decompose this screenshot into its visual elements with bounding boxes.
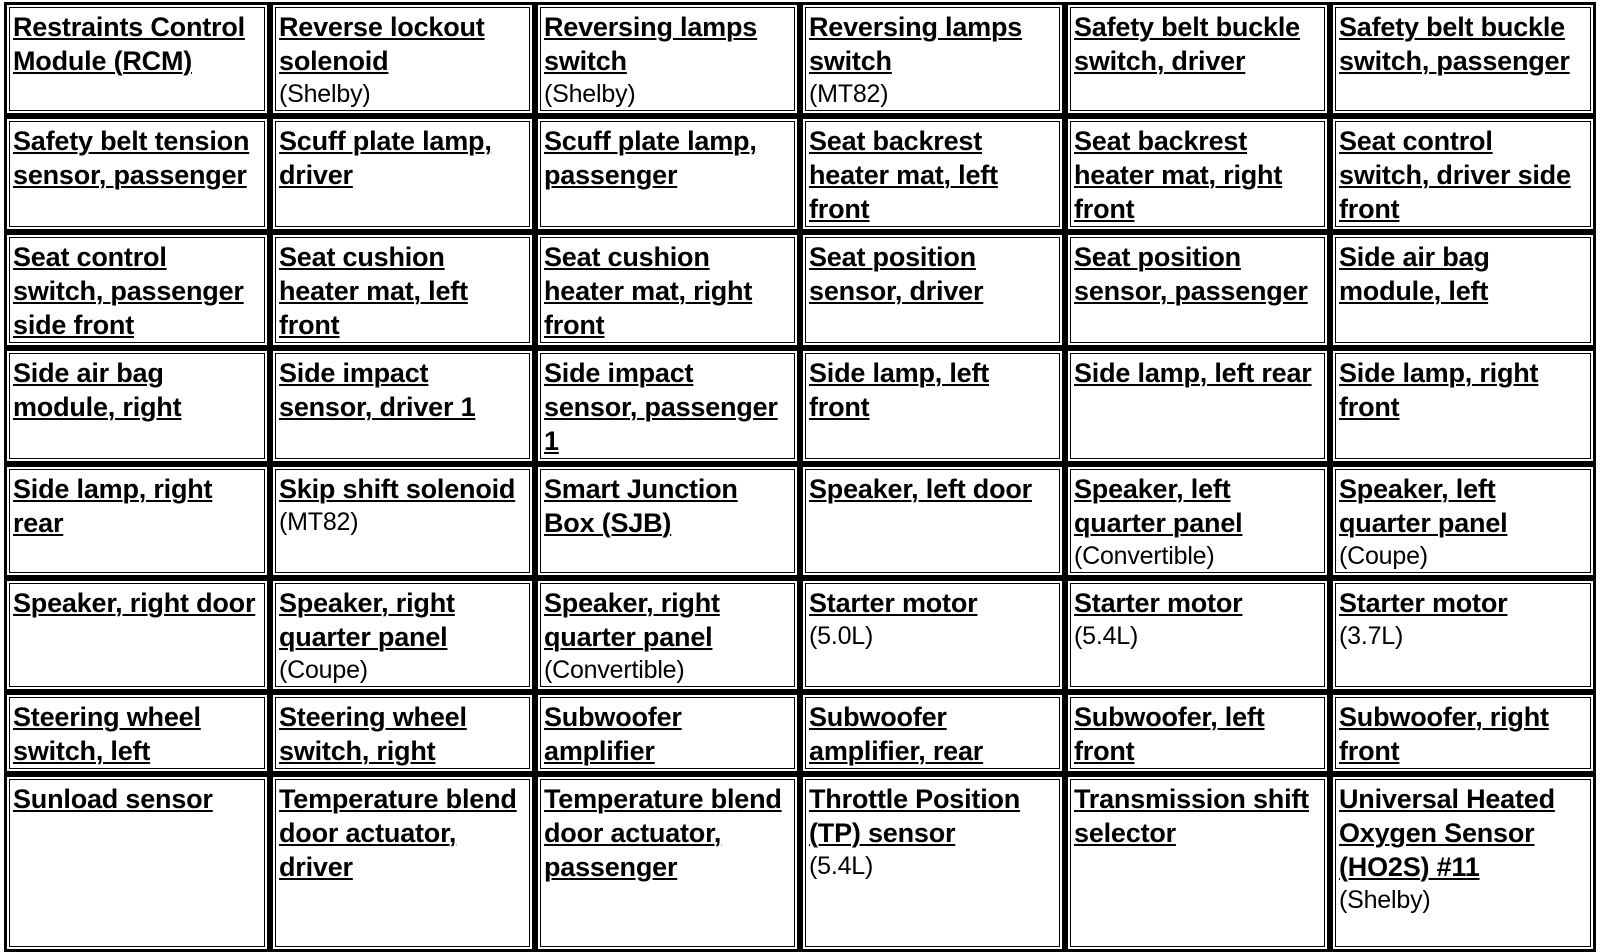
component-link[interactable]: Subwoofer amplifier bbox=[544, 702, 682, 766]
table-cell bbox=[1065, 774, 1330, 952]
component-link[interactable]: Seat backrest heater mat, left front bbox=[809, 126, 998, 224]
component-link[interactable]: Side air bag module, right bbox=[13, 358, 182, 422]
table-cell bbox=[270, 464, 535, 578]
component-link[interactable]: Safety belt tension sensor, passenger bbox=[13, 126, 250, 190]
component-link[interactable]: Speaker, left quarter panel bbox=[1074, 474, 1243, 538]
table-cell bbox=[4, 578, 270, 692]
table-cell bbox=[1065, 578, 1330, 692]
table-cell bbox=[800, 2, 1065, 116]
component-link[interactable]: Reversing lamps switch bbox=[809, 12, 1023, 76]
table-row bbox=[4, 116, 1596, 232]
component-link[interactable]: Safety belt buckle switch, passenger bbox=[1339, 12, 1570, 76]
variant-note: (Coupe) bbox=[279, 656, 368, 684]
table-cell bbox=[4, 2, 270, 116]
table-row bbox=[4, 692, 1596, 774]
table-row bbox=[4, 2, 1596, 116]
table-cell bbox=[1330, 774, 1596, 952]
table-row bbox=[4, 578, 1596, 692]
table-cell bbox=[270, 348, 535, 464]
table-cell bbox=[800, 692, 1065, 774]
table-cell bbox=[1065, 2, 1330, 116]
component-link[interactable]: Seat cushion heater mat, left front bbox=[279, 242, 468, 340]
table-row bbox=[4, 348, 1596, 464]
component-link[interactable]: Speaker, left door bbox=[809, 474, 1032, 504]
table-cell bbox=[535, 348, 800, 464]
component-link[interactable]: Side lamp, left front bbox=[809, 358, 990, 422]
component-link[interactable]: Restraints Control Module (RCM) bbox=[13, 12, 245, 76]
variant-note: (Convertible) bbox=[1074, 542, 1215, 570]
table-cell bbox=[1330, 464, 1596, 578]
component-link[interactable]: Seat control switch, driver side front bbox=[1339, 126, 1571, 224]
table-cell bbox=[1330, 692, 1596, 774]
component-link[interactable]: Starter motor bbox=[809, 588, 978, 618]
table-cell bbox=[270, 774, 535, 952]
component-link[interactable]: Steering wheel switch, right bbox=[279, 702, 467, 766]
component-link[interactable]: Temperature blend door actuator, driver bbox=[279, 784, 517, 882]
component-link[interactable]: Side lamp, right front bbox=[1339, 358, 1539, 422]
table-cell bbox=[535, 774, 800, 952]
component-link[interactable]: Sunload sensor bbox=[13, 784, 213, 814]
variant-note: (5.4L) bbox=[1074, 622, 1139, 650]
table-cell bbox=[800, 774, 1065, 952]
table-cell bbox=[800, 578, 1065, 692]
component-link[interactable]: Subwoofer, right front bbox=[1339, 702, 1549, 766]
component-link[interactable]: Side impact sensor, passenger 1 bbox=[544, 358, 778, 456]
table-cell bbox=[1330, 116, 1596, 232]
variant-note: (Shelby) bbox=[279, 80, 371, 108]
component-link[interactable]: Temperature blend door actuator, passenger bbox=[544, 784, 782, 882]
component-link[interactable]: Scuff plate lamp, driver bbox=[279, 126, 492, 190]
table-cell bbox=[1330, 578, 1596, 692]
component-link[interactable]: Transmission shift selector bbox=[1074, 784, 1309, 848]
variant-note: (3.7L) bbox=[1339, 622, 1404, 650]
component-link[interactable]: Speaker, right quarter panel bbox=[544, 588, 720, 652]
table-cell bbox=[1065, 232, 1330, 348]
table-row bbox=[4, 774, 1596, 952]
table-cell bbox=[535, 692, 800, 774]
table-cell bbox=[535, 232, 800, 348]
component-link[interactable]: Universal Heated Oxygen Sensor (HO2S) #11 bbox=[1339, 784, 1555, 882]
table-cell bbox=[800, 232, 1065, 348]
component-link[interactable]: Side air bag module, left bbox=[1339, 242, 1490, 306]
component-link[interactable]: Subwoofer, left front bbox=[1074, 702, 1265, 766]
table-cell bbox=[1065, 116, 1330, 232]
table-cell bbox=[270, 116, 535, 232]
variant-note: (5.4L) bbox=[809, 852, 874, 880]
component-link[interactable]: Side lamp, right rear bbox=[13, 474, 213, 538]
table-cell bbox=[800, 348, 1065, 464]
table-cell bbox=[270, 232, 535, 348]
table-cell bbox=[535, 116, 800, 232]
table-cell bbox=[4, 232, 270, 348]
component-link[interactable]: Smart Junction Box (SJB) bbox=[544, 474, 738, 538]
component-link[interactable]: Seat position sensor, passenger bbox=[1074, 242, 1308, 306]
component-link[interactable]: Safety belt buckle switch, driver bbox=[1074, 12, 1300, 76]
component-link[interactable]: Side impact sensor, driver 1 bbox=[279, 358, 476, 422]
variant-note: (Coupe) bbox=[1339, 542, 1428, 570]
component-link[interactable]: Throttle Position (TP) sensor bbox=[809, 784, 1021, 848]
component-link[interactable]: Speaker, right door bbox=[13, 588, 256, 618]
table-cell bbox=[4, 116, 270, 232]
table-cell bbox=[4, 464, 270, 578]
table-cell bbox=[270, 692, 535, 774]
variant-note: (MT82) bbox=[279, 508, 359, 536]
table-cell bbox=[1330, 2, 1596, 116]
variant-note: (5.0L) bbox=[809, 622, 874, 650]
table-row bbox=[4, 232, 1596, 348]
table-cell bbox=[535, 578, 800, 692]
component-link[interactable]: Scuff plate lamp, passenger bbox=[544, 126, 757, 190]
table-row bbox=[4, 464, 1596, 578]
table-cell bbox=[1065, 464, 1330, 578]
table-cell bbox=[535, 2, 800, 116]
component-link[interactable]: Skip shift solenoid bbox=[279, 474, 516, 504]
component-link[interactable]: Steering wheel switch, left bbox=[13, 702, 201, 766]
table-cell bbox=[270, 2, 535, 116]
table-cell bbox=[800, 464, 1065, 578]
component-link[interactable]: Side lamp, left rear bbox=[1074, 358, 1312, 388]
table-cell bbox=[1065, 348, 1330, 464]
variant-note: (Shelby) bbox=[544, 80, 636, 108]
component-link[interactable]: Seat control switch, passenger side front bbox=[13, 242, 244, 340]
variant-note: (Shelby) bbox=[1339, 886, 1431, 914]
table-cell bbox=[800, 116, 1065, 232]
component-link[interactable]: Starter motor bbox=[1339, 588, 1508, 618]
component-link[interactable]: Subwoofer amplifier, rear bbox=[809, 702, 984, 766]
table-cell bbox=[1330, 232, 1596, 348]
component-link[interactable]: Seat position sensor, driver bbox=[809, 242, 984, 306]
table-cell bbox=[4, 348, 270, 464]
table-cell bbox=[1330, 348, 1596, 464]
component-link[interactable]: Seat backrest heater mat, right front bbox=[1074, 126, 1283, 224]
table-cell bbox=[1065, 692, 1330, 774]
component-link[interactable]: Speaker, left quarter panel bbox=[1339, 474, 1508, 538]
variant-note: (MT82) bbox=[809, 80, 889, 108]
component-link[interactable]: Starter motor bbox=[1074, 588, 1243, 618]
table-cell bbox=[270, 578, 535, 692]
component-index-table bbox=[4, 2, 1596, 952]
component-link[interactable]: Reversing lamps switch bbox=[544, 12, 758, 76]
component-link[interactable]: Reverse lockout solenoid bbox=[279, 12, 485, 76]
component-link[interactable]: Speaker, right quarter panel bbox=[279, 588, 455, 652]
component-link[interactable]: Seat cushion heater mat, right front bbox=[544, 242, 753, 340]
table-cell bbox=[535, 464, 800, 578]
table-cell bbox=[4, 774, 270, 952]
table-cell bbox=[4, 692, 270, 774]
variant-note: (Convertible) bbox=[544, 656, 685, 684]
